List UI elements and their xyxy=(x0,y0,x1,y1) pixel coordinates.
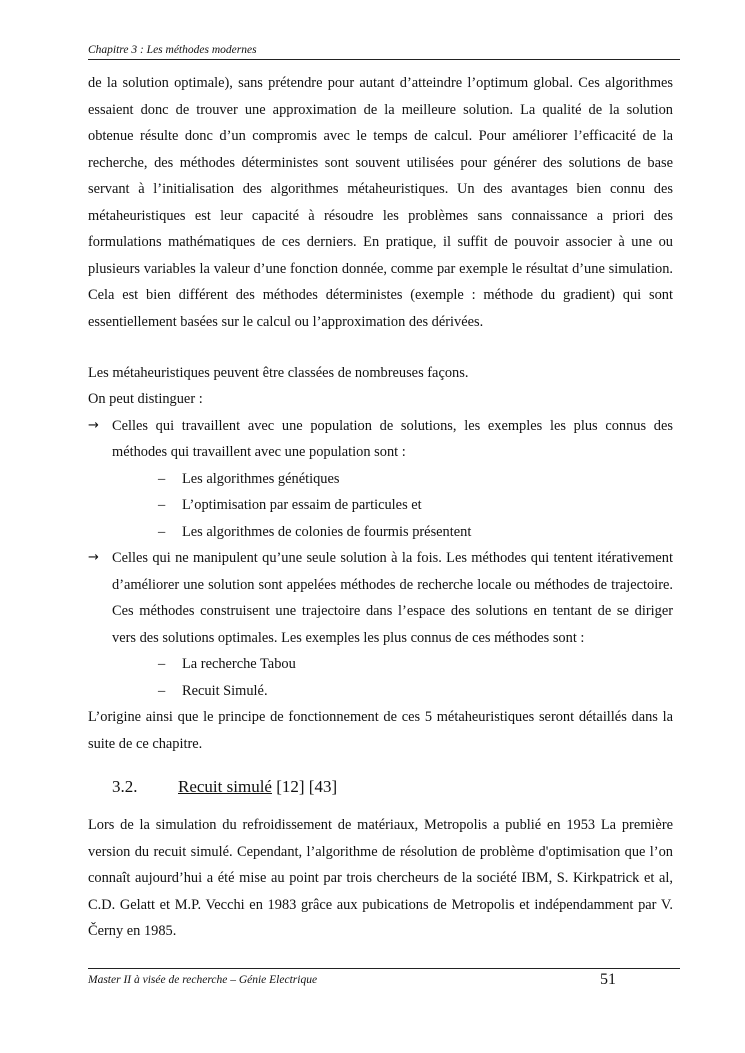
sub-list-item-text: Les algorithmes de colonies de fourmis présentent xyxy=(182,523,472,540)
paragraph-recuit: Lors de la simulation du refroidissement de matériaux, Metropolis a publié en 1953 La première version du recuit simulé. Cependant, l’algorithme de résolution de problème d'optimisation que l’on connaît aujourd’hui a été mise au point par trois chercheurs de la société IBM, S. Kirkpatrick et al, C.D. Gelatt et M.P. Vecchi en 1983 grâce aux pubications de Metropolis et indépendamment par V. Černy en 1985. xyxy=(88,817,673,939)
sub-list-item xyxy=(88,492,673,519)
footer-text: Master II à visée de recherche – Génie Electrique xyxy=(88,974,318,986)
sub-list-item xyxy=(88,466,673,493)
dash-bullet: – xyxy=(158,656,166,672)
list-item-text: Celles qui travaillent avec une population de solutions, les exemples les plus connus des méthodes qui travaillent avec une population sont : xyxy=(112,417,673,460)
paragraph-origin: L’origine ainsi que le principe de fonctionnement de ces 5 métaheuristiques seront détaillés dans la suite de ce chapitre. xyxy=(88,709,673,752)
sub-list-item xyxy=(88,519,673,546)
dash-bullet: – xyxy=(158,470,166,487)
sub-list-item-text: Recuit Simulé. xyxy=(182,682,268,699)
section-number: 3.2. xyxy=(112,777,138,796)
sub-list-item-text: La recherche Tabou xyxy=(182,656,296,672)
page-header xyxy=(88,42,680,60)
sub-list-item xyxy=(88,678,673,705)
page-body xyxy=(88,70,673,945)
dash-bullet: – xyxy=(158,682,166,699)
arrow-right-icon: → xyxy=(88,417,99,433)
section-heading xyxy=(88,774,673,800)
sub-list-item-text: Les algorithmes génétiques xyxy=(182,470,340,487)
page-number: 51 xyxy=(600,971,616,988)
dash-bullet: – xyxy=(158,523,166,540)
paragraph-classification: Les métaheuristiques peuvent être classées de nombreuses façons. xyxy=(88,364,469,381)
page-footer xyxy=(88,968,680,995)
chapter-title: Chapitre 3 : Les méthodes modernes xyxy=(88,44,257,56)
paragraph-gap xyxy=(88,335,673,360)
paragraph-distinguish: On peut distinguer : xyxy=(88,391,203,407)
list-item-text: Celles qui ne manipulent qu’une seule solution à la fois. Les méthodes qui tentent itérativement d’améliorer une solution sont appelées méthodes de recherche locale ou méthodes de trajectoire. Ces méthodes construisent une trajectoire dans l’espace des solutions en tentant de se diriger vers des solutions optimales. Les exemples les plus connus de ces méthodes sont : xyxy=(112,550,673,646)
dash-bullet: – xyxy=(158,497,166,513)
list-item-single-solution xyxy=(88,545,673,651)
arrow-right-icon: → xyxy=(88,550,99,565)
list-item-population xyxy=(88,413,673,466)
sub-list-item-text: L’optimisation par essaim de particules et xyxy=(182,497,422,513)
sub-list-item xyxy=(88,651,673,678)
section-references: [12] [43] xyxy=(271,777,338,796)
paragraph-intro: de la solution optimale), sans prétendre pour autant d’atteindre l’optimum global. Ces algorithmes essaient donc de trouver une approximation de la meilleure solution. La qualité de la solution obtenue résulte donc d’un compromis avec le temps de calcul. Pour améliorer l’efficacité de la recherche, des méthodes déterministes sont souvent utilisées pour générer des solutions de base servant à l’initialisation des algorithmes métaheuristiques. Un des avantages bien connu des métaheuristiques est leur capacité à résoudre les problèmes sans connaissance a priori des formulations mathématiques de ces derniers. En pratique, il suffit de pouvoir associer à une ou plusieurs variables la valeur d’une fonction donnée, comme par exemple le résultat d’une simulation. Cela est bien différent des méthodes déterministes (exemple : méthode du gradient) qui sont essentiellement basées sur le calcul ou l’approximation des dérivées. xyxy=(88,75,673,330)
section-title: Recuit simulé xyxy=(178,777,272,796)
